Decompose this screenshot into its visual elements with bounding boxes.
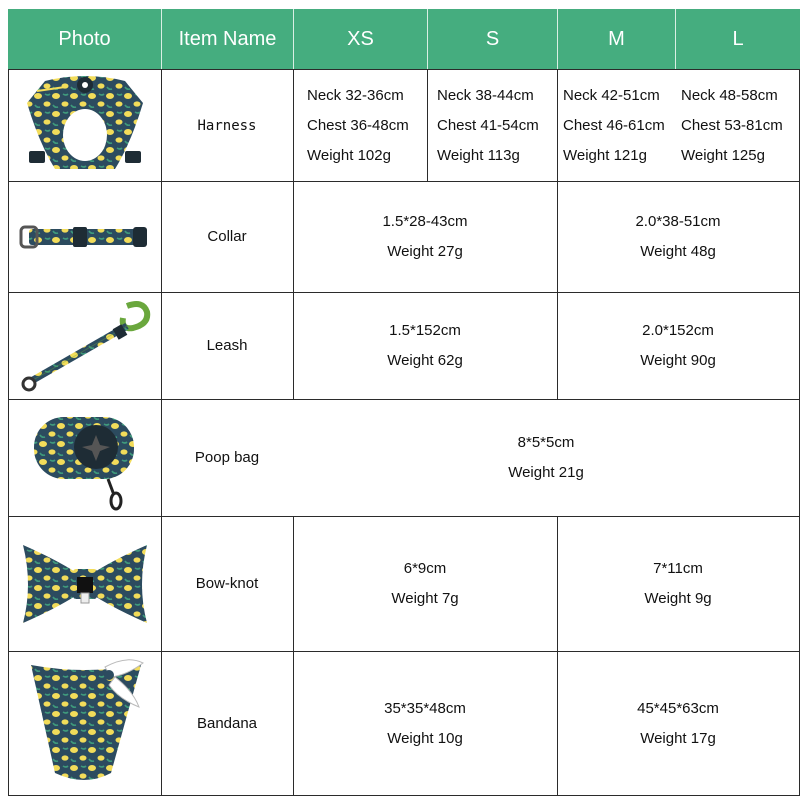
bow-knot-name-cell <box>161 517 293 651</box>
bow-knot-large-size: 7*11cm <box>653 560 703 577</box>
header-m <box>557 9 675 69</box>
bow-knot-small-cell <box>293 517 557 651</box>
header-l <box>675 9 800 69</box>
bow-knot-large-cell <box>557 517 799 651</box>
leash-small-weight: Weight 62g <box>387 352 463 369</box>
collar-large-weight: Weight 48g <box>640 243 716 260</box>
leash-large-size: 2.0*152cm <box>642 322 714 339</box>
bandana-name-cell <box>161 652 293 795</box>
bow-knot-photo <box>9 517 161 651</box>
bandana-name: Bandana <box>196 714 258 732</box>
poop-bag-name-cell <box>161 400 293 516</box>
harness-icon <box>15 73 155 178</box>
bandana-small-weight: Weight 10g <box>387 729 463 747</box>
leash-large-weight: Weight 90g <box>640 352 716 369</box>
harness-s-neck: Neck 38-44cm <box>437 86 534 104</box>
poop-bag-icon <box>20 403 150 513</box>
header-s <box>427 9 557 69</box>
collar-large-cell <box>557 182 799 292</box>
harness-photo <box>9 70 161 181</box>
leash-icon <box>15 296 155 396</box>
harness-xs-chest: Chest 36-48cm <box>307 116 409 134</box>
harness-m-neck: Neck 42-51cm <box>563 86 660 104</box>
harness-m-cell <box>557 70 675 181</box>
bow-knot-small-weight: Weight 7g <box>391 590 459 607</box>
harness-l-weight: Weight 125g <box>681 146 765 164</box>
bandana-large-weight: Weight 17g <box>640 729 716 747</box>
header-l-label: L <box>732 27 744 50</box>
poop-bag-weight: Weight 21g <box>508 464 584 481</box>
collar-name: Collar <box>207 228 247 245</box>
bandana-photo <box>9 652 161 795</box>
bow-knot-small-size: 6*9cm <box>403 560 447 577</box>
leash-name: Leash <box>206 337 248 354</box>
harness-name: Harness <box>197 117 257 134</box>
poop-bag-size: 8*5*5cm <box>517 434 575 451</box>
harness-l-chest: Chest 53-81cm <box>681 116 783 134</box>
bandana-icon <box>15 655 155 793</box>
header-item-name-label: Item Name <box>178 27 277 50</box>
header-photo-label: Photo <box>58 27 111 50</box>
harness-m-chest: Chest 46-61cm <box>563 116 665 134</box>
header-s-label: S <box>485 27 500 50</box>
bow-knot-large-weight: Weight 9g <box>644 590 712 607</box>
leash-name-cell <box>161 293 293 399</box>
poop-bag-all-cell <box>293 400 799 516</box>
collar-name-cell <box>161 182 293 292</box>
bandana-small-size: 35*35*48cm <box>384 699 466 717</box>
grid-line <box>8 795 800 796</box>
bandana-large-cell <box>557 652 799 795</box>
poop-bag-name: Poop bag <box>194 449 260 466</box>
leash-photo <box>9 293 161 399</box>
leash-small-cell <box>293 293 557 399</box>
leash-small-size: 1.5*152cm <box>389 322 461 339</box>
collar-large-size: 2.0*38-51cm <box>635 213 721 230</box>
harness-s-cell <box>427 70 557 181</box>
bandana-large-size: 45*45*63cm <box>637 699 719 717</box>
collar-small-weight: Weight 27g <box>387 243 463 260</box>
leash-large-cell <box>557 293 799 399</box>
header-xs <box>293 9 427 69</box>
bow-knot-name: Bow-knot <box>195 575 259 592</box>
harness-name-cell <box>161 70 293 181</box>
harness-xs-cell <box>293 70 427 181</box>
header-m-label: M <box>608 27 625 50</box>
harness-xs-weight: Weight 102g <box>307 146 391 164</box>
header-photo <box>8 9 161 69</box>
header-item-name <box>161 9 293 69</box>
poop-bag-photo <box>9 400 161 516</box>
collar-photo <box>9 182 161 292</box>
harness-s-weight: Weight 113g <box>437 146 520 164</box>
bandana-small-cell <box>293 652 557 795</box>
collar-small-cell <box>293 182 557 292</box>
harness-xs-neck: Neck 32-36cm <box>307 86 404 104</box>
harness-l-cell <box>675 70 799 181</box>
harness-s-chest: Chest 41-54cm <box>437 116 539 134</box>
collar-small-size: 1.5*28-43cm <box>382 213 468 230</box>
harness-m-weight: Weight 121g <box>563 146 647 164</box>
bow-knot-icon <box>15 529 155 639</box>
harness-l-neck: Neck 48-58cm <box>681 86 778 104</box>
header-xs-label: XS <box>347 27 374 50</box>
collar-icon <box>15 217 155 257</box>
